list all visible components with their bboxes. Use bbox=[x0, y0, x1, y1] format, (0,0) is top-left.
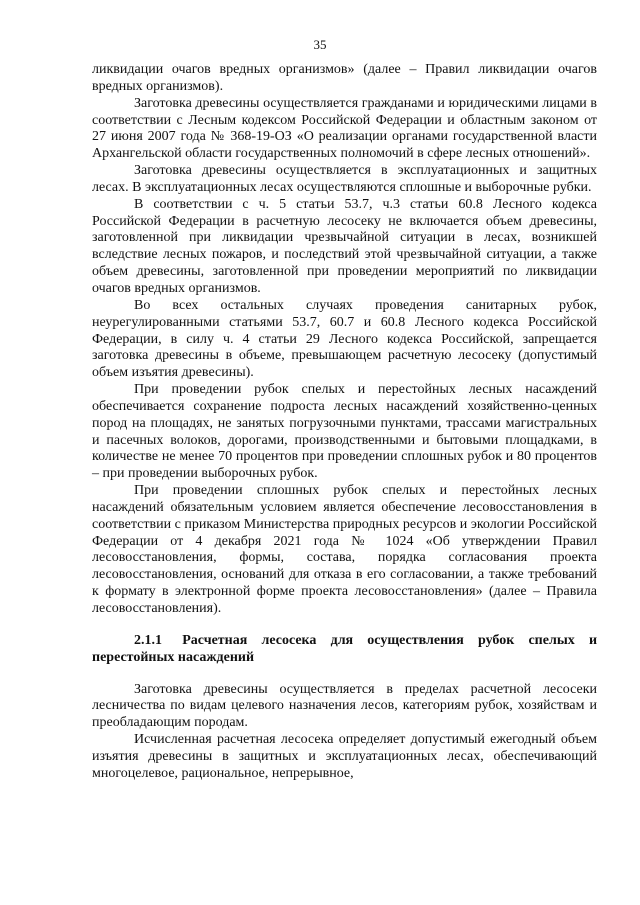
page-number: 35 bbox=[313, 37, 327, 52]
paragraph-reforestation-requirement: При проведении сплошных рубок спелых и перестойных лесных насаждений обязательным условием является обеспечение лесовосстановления в соответствии с приказом Министерства природных ресурсов и экологии Российской Федерации от 4 декабря 2021 года № 1024 «Об утверждении Правил лесовосстановления, формы, состава, порядка согласования проекта лесовосстановления, оснований для отказа в его согласовании, а также требований к формату в электронной форме проекта лесовосстановления» (далее – Правила лесовосстановления). bbox=[92, 483, 597, 616]
paragraph-sanitary-felling: Во всех остальных случаях проведения санитарных рубок, неурегулированными статьями 53.7, 60.7 и 60.8 Лесного кодекса Российской Федерации, в силу ч. 4 статьи 29 Лесного кодекса Российской, запрещается заготовка древесины в объеме, превышающем расчетную лесосеку (допустимый объем изъятия древесины). bbox=[92, 297, 597, 381]
paragraph-allowable-cut-definition: Исчисленная расчетная лесосека определяет допустимый ежегодный объем изъятия древесины в защитных и эксплуатационных лесах, обеспечивающий многоцелевое, рациональное, непрерывное, bbox=[92, 732, 597, 781]
section-title: Расчетная лесосека для осуществления рубок спелых и перестойных насаждений bbox=[92, 632, 598, 665]
section-heading bbox=[92, 633, 597, 667]
paragraph-allowable-cut-scope: Заготовка древесины осуществляется в пределах расчетной лесосеки лесничества по видам целевого назначения лесов, категориям рубок, хозяйствам и преобладающим породам. bbox=[92, 681, 597, 731]
document-body bbox=[92, 62, 597, 783]
paragraph-continued: ликвидации очагов вредных организмов» (далее – Правил ликвидации очагов вредных организмов). bbox=[92, 62, 597, 94]
paragraph-harvesting-forest-types: Заготовка древесины осуществляется в эксплуатационных и защитных лесах. В эксплуатационных лесах осуществляются сплошные и выборочные рубки. bbox=[92, 163, 597, 195]
paragraph-allowable-cut-exclusions: В соответствии с ч. 5 статьи 53.7, ч.3 статьи 60.8 Лесного кодекса Российской Федерации в расчетную лесосеку не включается объем древесины, заготовленной при ликвидации чрезвычайной ситуации в лесах, возникшей вследствие лесных пожаров, и последствий этой чрезвычайной ситуации, а также объем древесины, заготовленной при проведении мероприятий по ликвидации очагов вредных организмов. bbox=[92, 196, 597, 296]
paragraph-timber-harvesting-legal-basis: Заготовка древесины осуществляется гражданами и юридическими лицами в соответствии с Лесным кодексом Российской Федерации и областным законом от 27 июня 2007 года № 368-19-ОЗ «О реализации органами государственной власти Архангельской области государственных полномочий в сфере лесных отношений». bbox=[92, 95, 597, 162]
paragraph-undergrowth-preservation: При проведении рубок спелых и перестойных лесных насаждений обеспечивается сохранение подроста лесных насаждений хозяйственно-ценных пород на площадях, не занятых погрузочными пунктами, трассами магистральных и пасечных волоков, дорогами, производственными и бытовыми площадками, в количестве не менее 70 процентов при проведении сплошных рубок и 80 процентов – при проведении выборочных рубок. bbox=[92, 382, 597, 482]
section-number: 2.1.1 bbox=[134, 632, 162, 648]
